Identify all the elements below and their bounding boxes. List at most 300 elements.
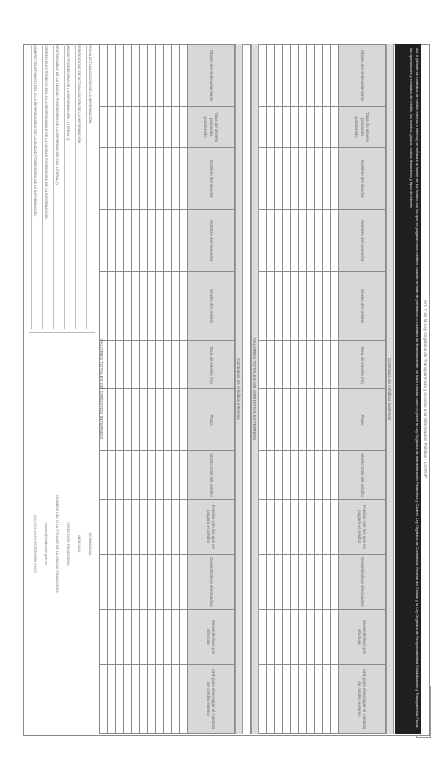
external-col-header: Monto del crédito [339,272,386,341]
table-cell [307,210,315,272]
table-cell [108,107,116,148]
table-cell [315,609,323,664]
table-cell [323,451,331,499]
table-cell [283,499,291,554]
table-cell [259,107,267,148]
table-cell [267,210,275,272]
table-cell [275,554,283,609]
table-cell [275,272,283,341]
table-cell [283,554,291,609]
table-cell [315,272,323,341]
table-cell [283,389,291,451]
table-cell [108,554,116,609]
table-cell [180,45,188,107]
table-cell [180,148,188,210]
table-cell [148,664,156,733]
table-cell [172,341,180,389]
table-cell [108,148,116,210]
table-cell [315,148,323,210]
table-cell [307,148,315,210]
table-cell [267,664,275,733]
footer-label: FECHA ACTUALIZACIÓN DE LA INFORMACIÓN: [86,44,93,329]
table-row [315,45,323,734]
table-cell [124,341,132,389]
table-cell [164,389,172,451]
table-cell [315,341,323,389]
table-cell [132,45,140,107]
table-cell [124,210,132,272]
table-cell [315,499,323,554]
table-cell [148,272,156,341]
table-cell [315,107,323,148]
table-cell [315,210,323,272]
table-cell [108,45,116,107]
table-cell [331,451,339,499]
table-cell [307,554,315,609]
table-cell [132,499,140,554]
table-cell [291,609,299,664]
table-cell [172,148,180,210]
table-cell [132,107,140,148]
footer-divider [29,332,95,333]
table-cell [108,389,116,451]
internal-col-header: Tasa de interés (%) [188,341,235,389]
table-cell [140,554,148,609]
table-cell [140,609,148,664]
table-cell [148,554,156,609]
table-cell [275,389,283,451]
table-cell [315,451,323,499]
table-cell [180,451,188,499]
table-cell [299,664,307,733]
table-cell [299,107,307,148]
table-cell [164,451,172,499]
table-cell [299,341,307,389]
table-cell [124,148,132,210]
table-cell [259,609,267,664]
internal-col-header: Monto total del crédito [188,451,235,499]
footer-label: RESPONSABLE DE LA UNIDAD POSEEDORA DE LA INFORMACIÓN DEL LITERAL f): [53,44,60,329]
section-external-title: Contratos de créditos externos [386,44,394,734]
table-cell [331,664,339,733]
table-cell [315,389,323,451]
table-cell [132,148,140,210]
table-cell [116,664,124,733]
table-cell [323,272,331,341]
external-col-header: Monto total del crédito [339,451,386,499]
table-cell [156,451,164,499]
table-cell [140,451,148,499]
table-cell [307,341,315,389]
table-cell [164,272,172,341]
table-row [283,45,291,734]
table-cell [267,341,275,389]
table-cell [299,609,307,664]
table-cell [331,609,339,664]
internal-credits-table [99,44,235,734]
table-cell [140,389,148,451]
table-cell [180,341,188,389]
table-cell [275,499,283,554]
table-cell [172,272,180,341]
table-cell [164,341,172,389]
table-cell [275,341,283,389]
external-header-row [339,45,386,734]
table-cell [156,609,164,664]
table-cell [307,107,315,148]
external-col-header: Desembolsos efectuados [339,554,386,609]
table-cell [124,451,132,499]
table-cell [259,45,267,107]
table-cell [323,148,331,210]
table-cell [172,451,180,499]
table-row [331,45,339,734]
footer-block [25,44,105,734]
table-cell [307,664,315,733]
table-cell [140,148,148,210]
table-cell [267,609,275,664]
internal-col-header: Monto del crédito [188,272,235,341]
table-cell [283,45,291,107]
external-col-header: Objeto del endeudamiento [339,45,386,107]
table-cell [283,451,291,499]
table-cell [275,664,283,733]
table-cell [307,609,315,664]
table-cell [172,45,180,107]
table-cell [291,272,299,341]
table-row [132,45,140,734]
table-cell [291,451,299,499]
table-cell [116,451,124,499]
table-cell [116,609,124,664]
internal-col-header: Desembolsos por efectuar [188,609,235,664]
table-cell [291,341,299,389]
header-note: Art. 6 (detalle de contratos de crédito externo o interno) se señalará la fuente de los fondos con los que se pagarán esos créditos; cuando se trate de préstamos o contratos de financiamiento, se hará constar, como lo prevé la Ley Orgánica de Administración Financiera y Control, Ley Orgánica de Contraloría General del Estado y la Ley Orgánica de Responsabilidad Estabilización y Transparencia Fiscal, las operaciones y contratos de crédito, los montos, plazos, costos financieros y tipos de interés [395,44,421,734]
external-credits-table [250,44,386,734]
table-cell [132,210,140,272]
table-cell [307,499,315,554]
table-cell [259,341,267,389]
table-cell [259,148,267,210]
table-cell [108,609,116,664]
table-row [172,45,180,734]
table-cell [267,389,275,451]
table-cell [323,389,331,451]
table-cell [291,664,299,733]
table-cell [180,609,188,664]
table-cell [291,148,299,210]
external-col-header: Tasa de interés promedio ponderado [339,107,386,148]
table-cell [315,664,323,733]
table-cell [116,499,124,554]
table-cell [283,148,291,210]
table-cell [132,451,140,499]
table-cell [108,341,116,389]
table-row [299,45,307,734]
table-cell [323,107,331,148]
table-cell [148,107,156,148]
table-cell [116,107,124,148]
table-cell [283,609,291,664]
table-cell [180,664,188,733]
table-cell [172,554,180,609]
table-cell [299,210,307,272]
table-cell [108,210,116,272]
table-cell [140,341,148,389]
table-cell [148,609,156,664]
table-cell [283,272,291,341]
table-cell [259,451,267,499]
table-cell [331,272,339,341]
table-cell [315,554,323,609]
table-cell [283,107,291,148]
internal-col-header: Link para descargar el contrato de crédito interno [188,664,235,733]
table-cell [172,210,180,272]
table-cell [172,389,180,451]
table-cell [331,554,339,609]
table-cell [180,272,188,341]
table-cell [132,341,140,389]
table-cell [132,272,140,341]
table-cell [267,45,275,107]
table-cell [267,272,275,341]
table-cell [124,272,132,341]
table-cell [180,107,188,148]
table-cell [299,148,307,210]
table-cell [156,389,164,451]
table-row [323,45,331,734]
table-cell [164,107,172,148]
table-cell [180,499,188,554]
table-cell [323,341,331,389]
internal-col-header: Fondos con los que se pagará el crédito [188,499,235,554]
table-cell [299,389,307,451]
footer-label: CORREO ELECTRÓNICO DEL O LA RESPONSABLE DE LA UNIDAD POSEEDORA DE LA INFORMACIÓN: [42,44,49,329]
table-cell [124,107,132,148]
table-row [180,45,188,734]
footer-value: correo@institucion.gob.ec [44,523,48,565]
table-cell [323,554,331,609]
table-cell [307,451,315,499]
internal-header-row [188,45,235,734]
table-cell [323,609,331,664]
table-row [275,45,283,734]
table-cell [291,499,299,554]
landscape-page [8,10,440,748]
footer-value: DIRECCIÓN FINANCIERA [66,522,70,566]
table-cell [172,664,180,733]
table-cell [116,554,124,609]
table-cell [259,499,267,554]
table-cell [291,45,299,107]
table-cell [108,451,116,499]
table-cell [140,272,148,341]
footer-value: (02) XXX-XXXX EXTENSIÓN XXXX [33,515,37,573]
table-cell [148,499,156,554]
subtotal-external: VALORES TOTALES DE CRÉDITOS EXTERNOS [251,44,259,734]
table-cell [140,210,148,272]
table-cell [164,609,172,664]
table-cell [156,554,164,609]
table-cell [164,210,172,272]
header-title: Art. 7 de la Ley Orgánica de Transparencia y Acceso a la Información Pública - LOTAIP [423,300,428,478]
external-col-header: Plazo [339,389,386,451]
rotated-frame [8,10,440,748]
table-cell [331,499,339,554]
table-cell [164,664,172,733]
table-row [108,45,116,734]
table-row [267,45,275,734]
table-cell [124,499,132,554]
table-cell [140,107,148,148]
table-cell [331,148,339,210]
table-cell [299,451,307,499]
footer-label: NÚMERO TELEFÓNICO DEL O LA RESPONSABLE DE LA UNIDAD POSEEDORA DE LA INFORMACIÓN: [31,44,38,329]
table-cell [267,148,275,210]
footer-value: NOMBRE DEL O LA TITULAR DE LA UNIDAD FINANCIERA [55,495,59,593]
table-cell [275,45,283,107]
table-cell [164,499,172,554]
table-cell [275,451,283,499]
table-cell [140,499,148,554]
table-cell [156,341,164,389]
footer-value: MENSUAL [77,535,81,553]
table-cell [180,210,188,272]
section-internal-title: Contratos de créditos internos [235,44,243,734]
table-cell [275,148,283,210]
table-cell [132,389,140,451]
external-col-header: Nombre del deudor [339,148,386,210]
table-cell [259,554,267,609]
table-row [140,45,148,734]
table-cell [259,664,267,733]
table-cell [116,45,124,107]
table-cell [156,210,164,272]
table-cell [267,451,275,499]
internal-col-header: Nombre del deudor [188,148,235,210]
internal-col-header: Objeto del endeudamiento [188,45,235,107]
external-col-header: Nombre del acreedor [339,210,386,272]
table-cell [331,341,339,389]
table-cell [108,664,116,733]
table-cell [331,107,339,148]
table-row [307,45,315,734]
footer-label: UNIDAD POSEEDORA DE LA INFORMACIÓN - LITERAL f): [64,44,71,329]
external-col-header: Desembolsos por efectuar [339,609,386,664]
table-cell [259,272,267,341]
table-cell [291,107,299,148]
table-cell [172,499,180,554]
table-cell [323,210,331,272]
table-row [116,45,124,734]
table-cell [108,499,116,554]
table-cell [323,499,331,554]
table-row [291,45,299,734]
table-cell [275,609,283,664]
table-cell [124,554,132,609]
table-cell [180,389,188,451]
table-cell [132,554,140,609]
table-row [148,45,156,734]
table-cell [116,148,124,210]
table-cell [156,107,164,148]
table-row [164,45,172,734]
table-cell [283,664,291,733]
table-cell [323,664,331,733]
internal-col-header: Plazo [188,389,235,451]
table-cell [156,148,164,210]
table-cell [180,554,188,609]
table-cell [140,664,148,733]
table-cell [116,341,124,389]
table-cell [291,210,299,272]
table-cell [116,210,124,272]
table-cell [140,45,148,107]
external-col-header: Tasa de interés (%) [339,341,386,389]
table-cell [172,107,180,148]
table-cell [148,45,156,107]
table-cell [267,499,275,554]
table-cell [291,554,299,609]
table-cell [148,148,156,210]
table-cell [307,389,315,451]
table-cell [132,664,140,733]
table-cell [132,609,140,664]
table-cell [164,554,172,609]
table-cell [156,499,164,554]
table-cell [259,389,267,451]
external-col-header: Fondos con los que se pagará el crédito [339,499,386,554]
table-cell [172,609,180,664]
table-row [124,45,132,734]
table-cell [299,45,307,107]
table-cell [156,664,164,733]
table-cell [291,389,299,451]
table-cell [116,389,124,451]
table-cell [156,45,164,107]
table-cell [299,554,307,609]
table-cell [259,210,267,272]
subtotal-internal: VALORES TOTALES DE CRÉDITOS INTERNOS [99,338,104,440]
table-cell [267,107,275,148]
table-cell [164,45,172,107]
table-cell [124,389,132,451]
table-cell [124,45,132,107]
table-cell [124,664,132,733]
table-cell [307,272,315,341]
internal-col-header: Nombre del acreedor [188,210,235,272]
table-cell [108,272,116,341]
table-cell [275,210,283,272]
table-cell [164,148,172,210]
table-cell [124,609,132,664]
footer-value: DD/MM/AAAA [88,532,92,556]
table-cell [275,107,283,148]
table-cell [331,45,339,107]
table-cell [315,45,323,107]
table-cell [267,554,275,609]
internal-col-header: Desembolsos efectuados [188,554,235,609]
table-cell [116,272,124,341]
table-cell [148,210,156,272]
internal-col-header: Tasa de interés promedio ponderado [188,107,235,148]
footer-label: PERIODICIDAD DE ACTUALIZACIÓN DE LA INFORMACIÓN: [75,44,82,329]
table-row [156,45,164,734]
table-cell [148,389,156,451]
table-row [259,45,267,734]
table-cell [299,499,307,554]
table-cell [283,341,291,389]
